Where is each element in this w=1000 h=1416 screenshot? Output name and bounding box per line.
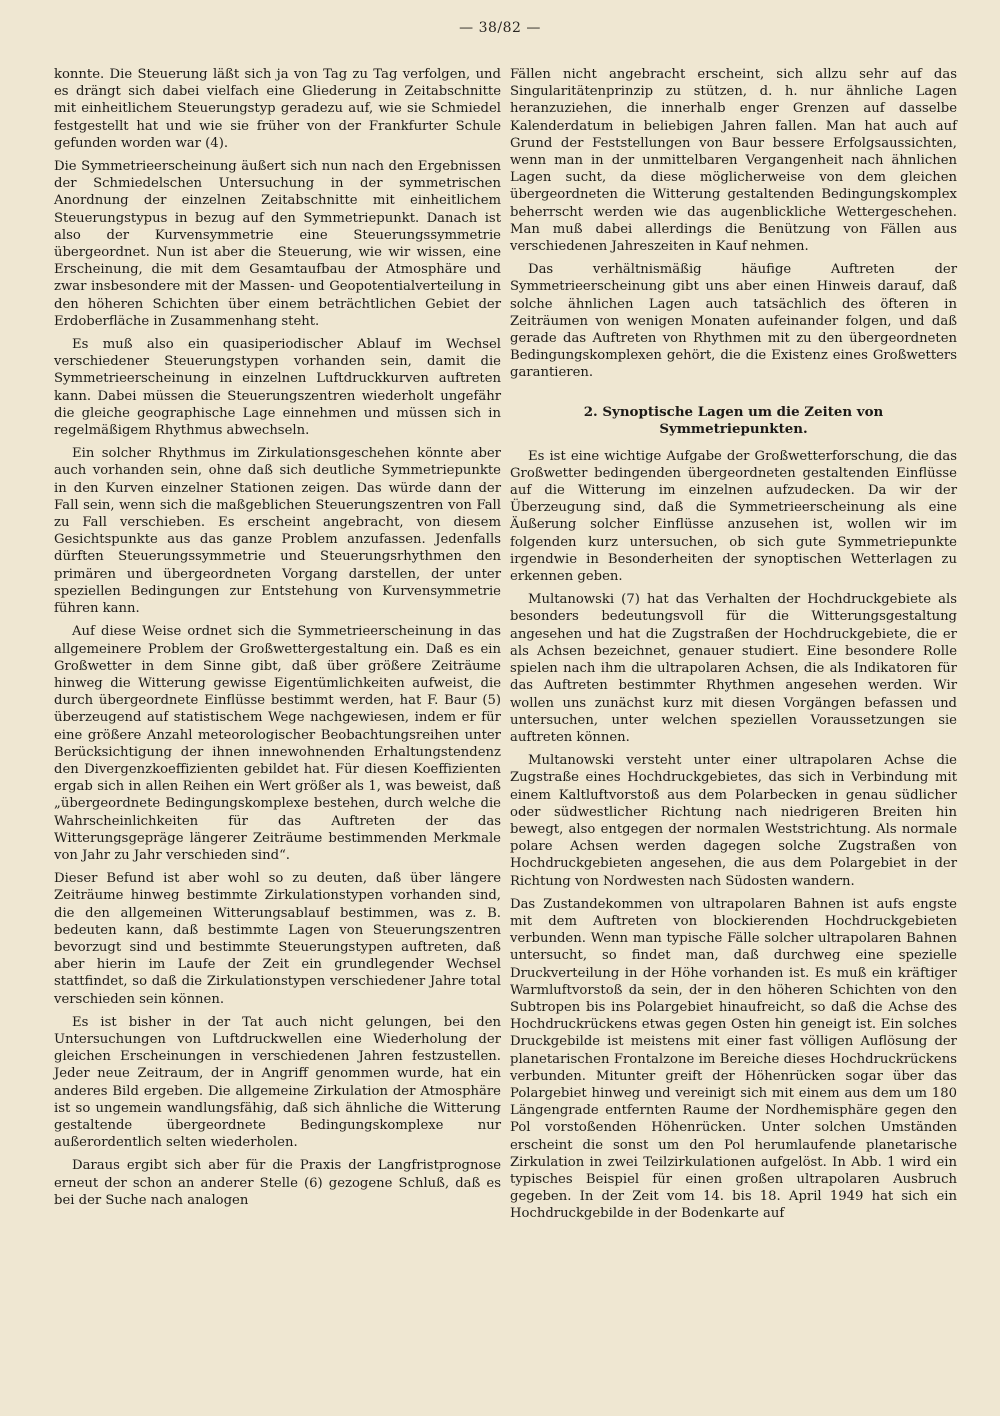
section-heading-line: Symmetriepunkten. — [659, 420, 808, 437]
page-number: — 38/82 — — [459, 20, 541, 36]
paragraph: Es muß also ein quasiperiodischer Ablauf im Wechsel verschiedener Steuerungstypen vorhanden sein, damit die Symmetrieerscheinung in einzelnen Luftdruckkurven auftreten kann. Dabei müssen die Steuerungszentren wiederholt ungefähr die gleiche geographische Lage einnehmen und müssen sich in regelmäßigem Rhythmus abwechseln. — [54, 337, 501, 439]
paragraph: Daraus ergibt sich aber für die Praxis der Langfristprognose erneut der schon an anderer Stelle (6) gezogene Schluß, daß es bei der Suche nach analogen — [54, 1158, 501, 1208]
paragraph: Ein solcher Rhythmus im Zirkulationsgeschehen könnte aber auch vorhanden sein, ohne daß sich deutliche Symmetriepunkte in den Kurven einzelner Stationen zeigen. Das würde dann der Fall sein, wenn sich die maßgeblichen Steuerungszentren von Fall zu Fall verschieben. Es erscheint angebracht, von diesem Gesichtspunkte aus das ganze Problem anzufassen. Jedenfalls dürften Steuerungssymmetrie und Steuerungsrhythmen den primären und übergeordneten Vorgang darstellen, der unter speziellen Bedingungen zur Entstehung von Kurvensymmetrie führen kann. — [54, 446, 501, 617]
paragraph: Dieser Befund ist aber wohl so zu deuten, daß über längere Zeiträume hinweg bestimmte Zirkulationstypen vorhanden sind, die den allgemeinen Witterungsablauf bestimmen, was z. B. bedeuten kann, daß bestimmte Lagen von Steuerungszentren bevorzugt sind und bestimmte Steuerungstypen auftreten, daß aber hierin im Laufe der Zeit ein grundlegender Wechsel stattfindet, so daß die Zirkulationstypen verschiedener Jahre total verschieden sein können. — [54, 871, 501, 1007]
paragraph: Es ist bisher in der Tat auch nicht gelungen, bei den Untersuchungen von Luftdruckwellen eine Wiederholung der gleichen Erscheinungen in verschiedenen Jahren festzustellen. Jeder neue Zeitraum, der in Angriff genommen wurde, hat ein anderes Bild ergeben. Die allgemeine Zirkulation der Atmosphäre ist so ungemein wandlungsfähig, daß sich ähnliche die Witterung gestaltende übergeordnete Bedingungskomplexe nur außerordentlich selten wiederholen. — [54, 1014, 501, 1151]
paragraph: Multanowski (7) hat das Verhalten der Hochdruckgebiete als besonders bedeutungsvoll für die Witterungsgestaltung angesehen und hat die Zugstraßen der Hochdruckgebiete, die er als Achsen bezeichnet, genauer studiert. Eine besondere Rolle spielen nach ihm die ultrapolaren Achsen, die als Indikatoren für das Auftreten bestimmter Rhythmen angesehen werden. Wir wollen uns zunächst kurz mit diesen Vorgängen befassen und untersuchen, unter welchen speziellen Voraussetzungen sie auftreten können. — [510, 592, 957, 745]
section-heading — [510, 404, 957, 438]
section-heading-line: 2. Synoptische Lagen um die Zeiten von — [583, 403, 884, 420]
paragraph: konnte. Die Steuerung läßt sich ja von Tag zu Tag verfolgen, und es drängt sich dabei vielfach eine Gliederung in Zeitabschnitte mit einheitlichem Steuerungstyp geradezu auf, wie sie Schmiedel festgestellt hat und wie sie früher von der Frankfurter Schule gefunden worden war (4). — [54, 67, 501, 151]
left-column — [54, 66, 501, 1215]
paragraph: Die Symmetrieerscheinung äußert sich nun nach den Ergebnissen der Schmiedelschen Untersuchung in der symmetrischen Anordnung der einzelnen Zeitabschnitte mit einheitlichem Steuerungstypus in bezug auf den Symmetriepunkt. Danach ist also der Kurvensymmetrie eine Steuerungssymmetrie übergeordnet. Nun ist aber die Steuerung, wie wir wissen, eine Erscheinung, die mit dem Gesamtaufbau der Atmosphäre und zwar insbesondere mit der Massen- und Geopotentialverteilung in den höheren Schichten über einem beträchtlichen Gebiet der Erdoberfläche in Zusammenhang steht. — [54, 159, 501, 329]
paragraph: Das verhältnismäßig häufige Auftreten der Symmetrieerscheinung gibt uns aber einen Hinweis darauf, daß solche ähnlichen Lagen auch tatsächlich des öfteren in Zeiträumen von wenigen Monaten aufeinander folgen, und daß gerade das Auftreten von Rhythmen mit zu den übergeordneten Bedingungskomplexen gehört, die die Existenz eines Großwetters garantieren. — [510, 262, 957, 381]
paragraph: Fällen nicht angebracht erscheint, sich allzu sehr auf das Singularitätenprinzip zu stützen, d. h. nur ähnliche Lagen heranzuziehen, die innerhalb enger Grenzen auf dasselbe Kalenderdatum in beliebigen Jahren fallen. Man hat auch auf Grund der Feststellungen von Baur bessere Erfolgsaussichten, wenn man in der unmittelbaren Vergangenheit nach ähnlichen Lagen sucht, da diese möglicherweise von dem gleichen übergeordneten die Witterung gestaltenden Bedingungskomplex beherrscht werden wie das augenblickliche Wettergeschehen. Man muß dabei allerdings die Benützung von Fällen aus verschiedenen Jahreszeiten in Kauf nehmen. — [510, 67, 957, 255]
paragraph: Multanowski versteht unter einer ultrapolaren Achse die Zugstraße eines Hochdruckgebietes, das sich in Verbindung mit einem Kaltluftvorstoß aus dem Polarbecken in genau südlicher oder südwestlicher Richtung nach niedrigeren Breiten hin bewegt, also entgegen der normalen Weststrichtung. Als normale polare Achsen werden dagegen solche Zugstraßen von Hochdruckgebieten angesehen, die aus dem Polargebiet in der Richtung von Nordwesten nach Südosten wandern. — [510, 753, 957, 889]
right-column — [510, 66, 957, 1229]
paragraph: Auf diese Weise ordnet sich die Symmetrieerscheinung in das allgemeinere Problem der Großwettergestaltung ein. Daß es ein Großwetter in dem Sinne gibt, daß über größere Zeiträume hinweg die Witterung gewisse Eigentümlichkeiten aufweist, die durch übergeordnete Einflüsse bestimmt werden, hat F. Baur (5) überzeugend auf statistischem Wege nachgewiesen, indem er für eine größere Anzahl meteorologischer Beobachtungsreihen unter Berücksichtigung der ihnen innewohnenden Erhaltungstendenz den Divergenzkoeffizienten gebildet hat. Für diesen Koeffizienten ergab sich in allen Reihen ein Wert größer als 1, was beweist, daß „übergeordnete Bedingungskomplexe bestehen, durch welche die Wahrscheinlichkeiten für das Auftreten der das Witterungsgepräge längerer Zeiträume bestimmenden Merkmale von Jahr zu Jahr verschieden sind“. — [54, 624, 501, 863]
paragraph: Das Zustandekommen von ultrapolaren Bahnen ist aufs engste mit dem Auftreten von blockierenden Hochdruckgebieten verbunden. Wenn man typische Fälle solcher ultrapolaren Bahnen untersucht, so findet man, daß durchweg eine spezielle Druckverteilung in der Höhe vorhanden ist. Es muß ein kräftiger Warmluftvorstoß da sein, der in den höheren Schichten von den Subtropen bis ins Polargebiet hinaufreicht, so daß die Achse des Hochdruckrückens etwas gegen Osten hin geneigt ist. Ein solches Druckgebilde ist meistens mit einer fast völligen Auflösung der planetarischen Frontalzone im Bereiche dieses Hochdruckrückens verbunden. Mitunter greift der Höhenrücken sogar über das Polargebiet hinweg und vereinigt sich mit einem aus dem um 180 Längengrade entfernten Raume der Nordhemisphäre gegen den Pol vorstoßenden Höhenrücken. Unter solchen Umständen erscheint die sonst um den Pol herumlaufende planetarische Zirkulation in zwei Teilzirkulationen aufgelöst. In Abb. 1 wird ein typisches Beispiel für einen großen ultrapolaren Ausbruch gegeben. In der Zeit vom 14. bis 18. April 1949 hat sich ein Hochdruckgebilde in der Bodenkarte auf — [510, 896, 957, 1222]
paragraph: Es ist eine wichtige Aufgabe der Großwetterforschung, die das Großwetter bedingenden übergeordneten gestaltenden Einflüsse auf die Witterung im einzelnen aufzudecken. Da wir der Überzeugung sind, daß die Symmetrieerscheinung als eine Äußerung solcher Einflüsse anzusehen ist, wollen wir im folgenden kurz untersuchen, ob sich gute Symmetriepunkte irgendwie in Besonderheiten der synoptischen Wetterlagen zu erkennen geben. — [510, 448, 957, 585]
